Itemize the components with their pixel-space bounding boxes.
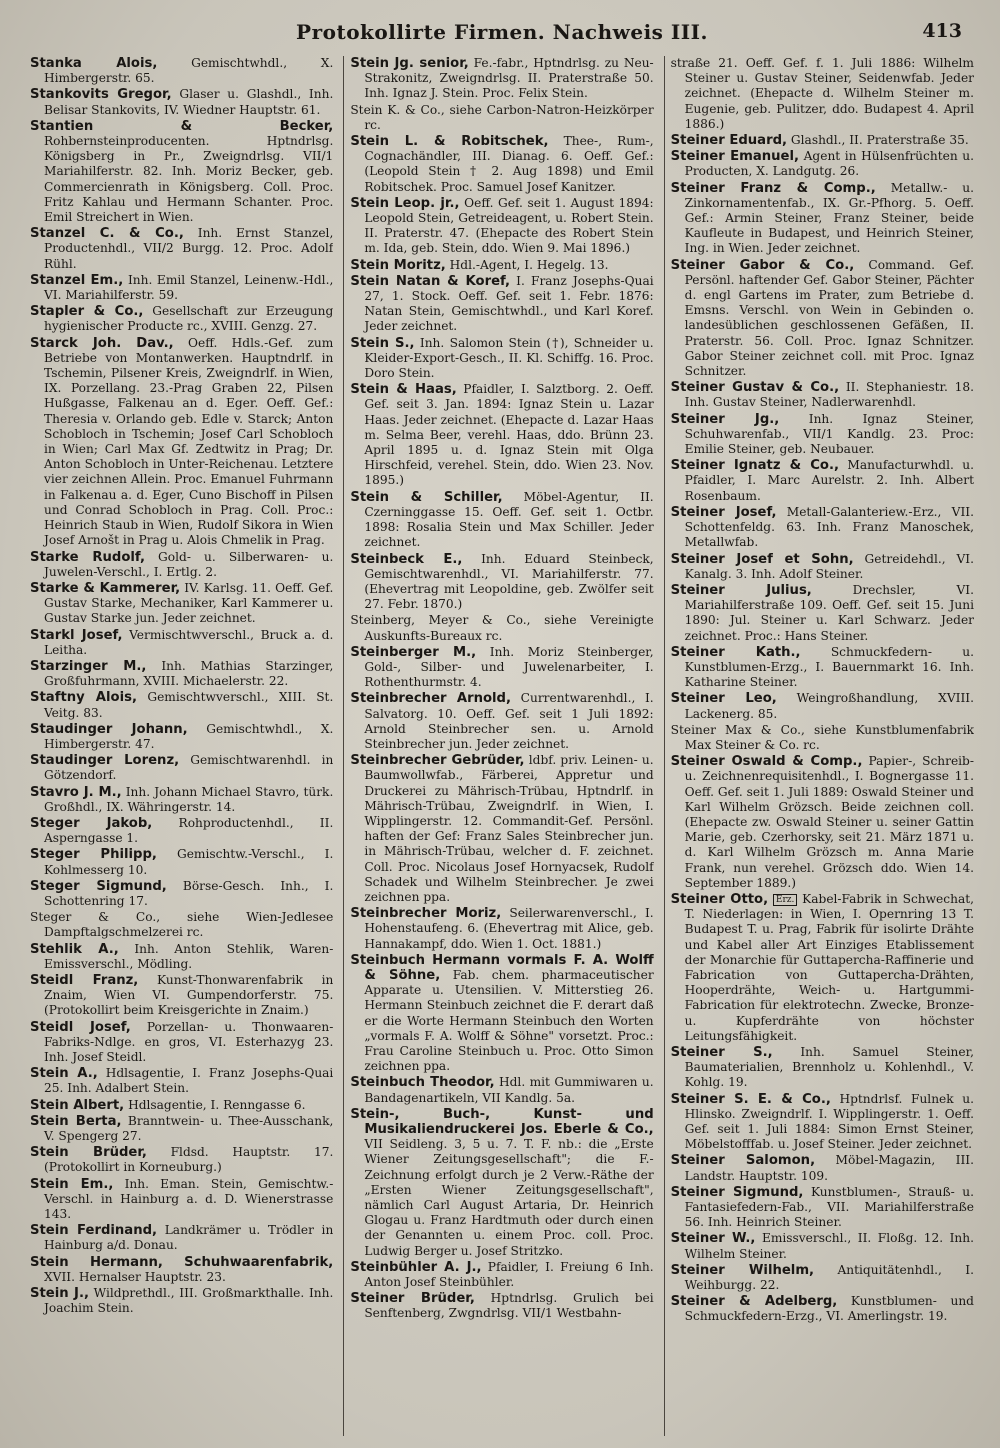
firm-details: Antiquitätenhdl., I. Weihburgg. 22.: [684, 1262, 974, 1293]
directory-entry: [350, 336, 653, 382]
firm-details: siehe Kunstblumenfabrik Max Steiner & Co. rc.: [684, 722, 974, 752]
firm-badge: Erz.: [773, 894, 797, 906]
directory-entry: [350, 691, 653, 752]
directory-entry: [350, 274, 653, 335]
firm-details: Inh. Ignaz Steiner, Schuhwarenfab., VII/1 Kandlg. 23. Proc: Emilie Steiner, geb. Neubauer.: [684, 411, 974, 457]
directory-entry: [671, 754, 974, 891]
firm-details: Inh. Johann Michael Stavro, türk. Großhdl., IX. Währingerstr. 14.: [44, 784, 334, 814]
firm-name: Stanka Alois,: [30, 56, 158, 71]
column-right: [664, 56, 974, 1436]
directory-entry: [671, 56, 974, 132]
firm-name: Stantien & Becker,: [30, 118, 334, 134]
firm-details: IV. Karlsg. 11. Oeff. Gef. Gustav Starke, Mechaniker, Karl Kammerer u. Gustav Starke jun. Jeder zeichnet.: [44, 580, 334, 626]
directory-entry: [30, 1177, 333, 1223]
directory-entry: [350, 196, 653, 257]
firm-name: Stein S.,: [350, 335, 415, 351]
directory-entry: [350, 552, 653, 613]
directory-entry: [671, 645, 974, 691]
firm-details: Gemischtwarenhdl. in Götzendorf.: [44, 753, 334, 783]
firm-name: Stankovits Gregor,: [30, 87, 172, 103]
firm-name: Stein Berta,: [30, 1113, 122, 1129]
firm-details: Fldsd. Hauptstr. 17. (Protokollirt in Korneuburg.): [44, 1145, 334, 1175]
firm-details: Inh. Eman. Stein, Gemischtw.-Verschl. in Hainburg a. d. D. Wienerstrasse 143.: [44, 1176, 334, 1222]
firm-name: Steinbuch Theodor,: [350, 1075, 495, 1091]
firm-details: Rohbernsteinproducenten. Hptndrlsg. Königsberg in Pr., Zweigndrlsg. VII/1 Mariahilferstr. 82. Inh. Moriz Becker, geb. Commercienrath in Königsberg. Coll. Proc. Fritz Kahlau und Hermann Schanter. Proc. Emil Streichert in Wien.: [44, 134, 334, 225]
directory-entry: [350, 1291, 653, 1321]
firm-name: Steger Philipp,: [30, 847, 157, 863]
firm-name: Steinberg, Meyer & Co.,: [350, 613, 531, 628]
firm-details: Schmuckfedern- u. Kunstblumen-Erzg., I. Bauernmarkt 16. Inh. Katharine Steiner.: [684, 644, 974, 690]
directory-entry: [30, 1066, 333, 1096]
directory-entry: [671, 1263, 974, 1293]
firm-details: Vermischtwverschl., Bruck a. d. Leitha.: [44, 627, 334, 657]
directory-entry: [671, 723, 974, 753]
directory-entry: [671, 1092, 974, 1153]
firm-name: Stein A.,: [30, 1066, 98, 1082]
directory-entry: [30, 942, 333, 972]
firm-details: Hptndrlsf. Fulnek u. Hlinsko. Zweigndrlf. I. Wipplingerstr. 1. Oeff. Gef. seit 1. Juli 1884: Simon Ernst Steiner, Möbelstofffab. u. Josef Steiner. Jeder zeichnet.: [684, 1091, 974, 1152]
directory-entry: [671, 1231, 974, 1261]
directory-entry: [671, 133, 974, 148]
directory-entry: [30, 690, 333, 720]
directory-entry: [30, 816, 333, 846]
directory-entry: [30, 1114, 333, 1144]
firm-name: Steinbrecher Arnold,: [350, 691, 512, 707]
firm-details: Inh. Eduard Steinbeck, Gemischtwarenhdl., VI. Mariahilferstr. 77. (Ehevertrag mit Leopoldine, geb. Zwölfer seit 27. Febr. 1870.): [364, 551, 654, 612]
firm-name: Steiner Brüder,: [350, 1291, 475, 1307]
firm-details: Hdl.-Agent, I. Hegelg. 13.: [449, 257, 609, 272]
firm-name: Stehlik A.,: [30, 941, 119, 957]
firm-name: Steiner S. E. & Co.,: [670, 1091, 831, 1107]
directory-entry: [30, 1286, 333, 1316]
firm-name: Stein & Schiller,: [350, 489, 503, 505]
directory-columns: [30, 56, 974, 1436]
directory-entry: [350, 258, 653, 273]
firm-details: Seilerwarenverschl., I. Hohenstaufeng. 6. (Ehevertrag mit Alice, geb. Hannakampf, ddo. Wien 1. Oct. 1881.): [364, 906, 654, 951]
firm-name: Steinbühler A. J.,: [350, 1259, 482, 1275]
firm-name: Steiner Gustav & Co.,: [670, 380, 840, 396]
firm-name: Stein Em.,: [30, 1176, 114, 1192]
firm-name: Steinbrecher Moriz,: [350, 906, 502, 922]
firm-details: Agent in Hülsenfrüchten u. Producten, X. Landgutg. 26.: [684, 149, 974, 179]
firm-details: Kunstblumen-, Strauß- u. Fantasiefedern-Fab., VII. Mariahilferstraße 56. Inh. Heinrich Steiner.: [684, 1184, 974, 1230]
directory-entry: [30, 1020, 333, 1066]
directory-entry: [30, 56, 333, 86]
firm-name: Stein Jg. senior,: [350, 56, 469, 71]
firm-details: straße 21. Oeff. Gef. f. 1. Juli 1886: Wilhelm Steiner u. Gustav Steiner, Seidenwfab. Jeder zeichnet. (Ehepacte d. Wilhelm Steiner m. Eugenie, geb. Pulitzer, ddo. Budapest 4. April 1886.): [670, 56, 974, 131]
firm-name: Steger & Co.,: [30, 910, 161, 925]
directory-entry: [671, 458, 974, 504]
directory-entry: [671, 258, 974, 380]
firm-details: Inh. Samuel Steiner, Baumaterialien, Brennholz u. Kohlenhdl., V. Kohlg. 19.: [684, 1045, 974, 1090]
directory-entry: [671, 149, 974, 179]
firm-details: Gemischtw.-Verschl., I. Kohlmesserg 10.: [44, 847, 334, 877]
directory-entry: [671, 892, 974, 1044]
firm-name: Stein K. & Co.,: [350, 102, 445, 117]
directory-entry: [671, 1153, 974, 1183]
directory-entry: [350, 1107, 653, 1259]
firm-details: Hdlsagentie, I. Franz Josephs-Quai 25. Inh. Adalbert Stein.: [44, 1066, 334, 1096]
firm-details: Inh. Emil Stanzel, Leinenw.-Hdl., VI. Mariahilferstr. 59.: [44, 272, 334, 303]
firm-details: Kunstblumen- und Schmuckfedern-Erzg., VI. Amerlingstr. 19.: [684, 1294, 974, 1324]
firm-name: Steiner Emanuel,: [670, 149, 799, 165]
firm-name: Steiner Wilhelm,: [670, 1262, 815, 1278]
directory-entry: [671, 1045, 974, 1091]
firm-details: Gold- u. Silberwaren- u. Juwelen-Verschl., I. Ertlg. 2.: [44, 549, 334, 579]
directory-entry: [350, 490, 653, 551]
firm-name: Steidl Franz,: [30, 972, 139, 988]
directory-entry: [30, 628, 333, 658]
directory-entry: [671, 691, 974, 721]
firm-details: Gemischtwhdl., X. Himbergerstr. 47.: [44, 721, 334, 751]
firm-details: siehe Vereinigte Auskunfts-Bureaux rc.: [364, 613, 654, 643]
firm-name: Steiner Oswald & Comp.,: [670, 754, 863, 770]
firm-name: Steiner Max & Co.,: [670, 722, 805, 737]
firm-name: Steinbuch Hermann vormals F. A. Wolff & Söhne,: [350, 952, 654, 983]
directory-entry: [350, 753, 653, 905]
firm-name: Starke Rudolf,: [30, 549, 145, 565]
firm-name: Steiner Kath.,: [670, 644, 801, 660]
firm-details: VII Seidleng. 3, 5 u. 7. T. F. nb.: die „Erste Wiener Zeitungsgesellschaft"; die F.-Zeichnung erfolgt durch je 2 Verw.-Räthe der „Ersten Wiener Zeitungsgesellschaft", nämlich Carl August Artaria, Dr. Heinrich Glogau u. Franz Hardtmuth oder durch einen der Genannten u. einem Proc. coll. Proc. Ludwig Berger u. Josef Stritzko.: [364, 1137, 654, 1258]
firm-details: Inh. Salomon Stein (†), Schneider u. Kleider-Export-Gesch., II. Kl. Schiffg. 16. Proc. Doro Stein.: [364, 335, 654, 381]
directory-entry: [350, 382, 653, 488]
firm-details: Landkrämer u. Trödler in Hainburg a/d. Donau.: [44, 1223, 334, 1253]
firm-details: Fe.-fabr., Hptndrlsg. zu Neu-Strakonitz, Zweigndrlsg. II. Praterstraße 50. Inh. Ignaz J. Stein. Proc. Felix Stein.: [364, 56, 654, 101]
firm-details: Papier-, Schreib- u. Zeichnenrequisitenhdl., I. Bognergasse 11. Oeff. Gef. seit 1. Juli 1889: Oswald Steiner und Karl Wilhelm Grözsch. Beide zeichnen coll. (Ehepacte zw. Oswald Steiner u. seiner Gattin Marie, geb. Czerhorsky, seit 21. März 1871 u. d. Karl Wilhelm Grözsch m. Anna Marie Frank, nun verehel. Grözsch ddo. Wien 14. September 1889.): [684, 754, 974, 890]
firm-details: Inh. Moriz Steinberger, Gold-, Silber- und Juwelenarbeiter, I. Rothenthurmstr. 4.: [364, 644, 654, 690]
directory-entry: [671, 181, 974, 257]
firm-details: Glashdl., II. Praterstraße 35.: [790, 133, 969, 148]
column-left: [30, 56, 333, 1436]
firm-name: Steiner Julius,: [670, 582, 812, 598]
firm-name: Steiner Salomon,: [670, 1153, 816, 1169]
firm-name: Stein J.,: [30, 1286, 89, 1302]
firm-details: Hptndrlsg. Grulich bei Senftenberg, Zwgndrlsg. VII/1 Westbahn-: [364, 1291, 654, 1321]
firm-name: Steinberger M.,: [350, 644, 477, 660]
firm-details: Inh. Mathias Starzinger, Großfuhrmann, XVIII. Michaelerstr. 22.: [44, 658, 334, 689]
firm-details: Börse-Gesch. Inh., I. Schottenring 17.: [44, 878, 334, 908]
firm-details: Gemischtwverschl., XIII. St. Veitg. 83.: [44, 690, 334, 720]
directory-entry: [30, 659, 333, 689]
firm-details: ldbf. priv. Leinen- u. Baumwollwfab., Färberei, Appretur und Druckerei zu Mährisch-Trübau, Hptndrlf. in Mährisch-Trübau, Zweigndrlf. in Wien, I. Wipplingerstr. 12. Commandit-Gef. Persönl. haften der Gef: Franz Sales Steinbrecher jun. in Mährisch-Trübau, welcher d. F. zeichnet. Coll. Proc. Nicolaus Josef Hornyacsek, Rudolf Schadek und Wilhelm Steinbrecher. Je zwei zeichnen ppa.: [364, 753, 654, 904]
directory-entry: [671, 1294, 974, 1324]
firm-details: Thee-, Rum-, Cognachändler, III. Dianag. 6. Oeff. Gef.: (Leopold Stein † 2. Aug 1898) und Emil Robitschek. Proc. Samuel Josef Kanitzer.: [364, 134, 654, 194]
page-number: 413: [922, 20, 962, 42]
directory-entry: [350, 134, 653, 195]
firm-details: Rohproductenhdl., II. Asperngasse 1.: [44, 815, 334, 846]
directory-entry: [350, 1260, 653, 1290]
firm-details: Getreidehdl., VI. Kanalg. 3. Inh. Adolf Steiner.: [684, 551, 974, 581]
directory-entry: [30, 226, 333, 272]
firm-name: Starke & Kammerer,: [30, 580, 181, 596]
firm-details: Gemischtwhdl., X. Himbergerstr. 65.: [44, 56, 334, 86]
firm-details: I. Franz Josephs-Quai 27, 1. Stock. Oeff. Gef. seit 1. Febr. 1876: Natan Stein, Gemischtwhdl., und Karl Koref. Jeder zeichnet.: [364, 273, 654, 334]
firm-name: Steiner Jg.,: [670, 411, 780, 427]
directory-entry: [671, 583, 974, 644]
firm-details: Manufacturwhdl. u. Pfaidler, I. Marc Aurelstr. 2. Inh. Albert Rosenbaum.: [684, 458, 974, 503]
directory-entry: [350, 56, 653, 102]
firm-name: Steinbrecher Gebrüder,: [350, 753, 525, 769]
firm-name: Stanzel Em.,: [30, 272, 124, 288]
firm-name: Stanzel C. & Co.,: [30, 226, 184, 242]
firm-details: XVII. Hernalser Hauptstr. 23.: [44, 1269, 226, 1284]
firm-name: Stein Hermann, Schuhwaarenfabrik,: [30, 1254, 334, 1270]
directory-entry: [30, 1255, 333, 1285]
page-header: [30, 20, 974, 50]
directory-entry: [30, 847, 333, 877]
firm-details: Möbel-Magazin, III. Landstr. Hauptstr. 109.: [684, 1153, 974, 1183]
firm-name: Steiner Franz & Comp.,: [670, 180, 876, 196]
directory-entry: [30, 1098, 333, 1113]
directory-entry: [30, 785, 333, 815]
firm-details: Drechsler, VI. Mariahilferstraße 109. Oeff. Gef. seit 15. Juni 1890: Jul. Steiner u. Karl Schwarz. Jeder zeichnet. Proc.: Hans Steiner.: [684, 582, 974, 643]
firm-name: Steger Sigmund,: [30, 878, 167, 894]
directory-entry: [671, 552, 974, 582]
firm-details: Command. Gef. Persönl. haftender Gef. Gabor Steiner, Pächter d. engl Gartens im Prater, zum Betriebe d. Emsns. Verschl. von Wein in Gebinden o. landesüblichen geschlossenen Gefäßen, II. Praterstr. 56. Coll. Proc. Ignaz Schnitzer. Gabor Steiner zeichnet coll. mit Proc. Ignaz Schnitzer.: [684, 257, 974, 379]
directory-entry: [671, 412, 974, 458]
directory-entry: [30, 722, 333, 752]
firm-details: Wildprethdl., III. Großmarkthalle. Inh. Joachim Stein.: [44, 1286, 334, 1316]
directory-entry: [671, 1185, 974, 1231]
directory-entry: [350, 613, 653, 643]
firm-details: Metall-Galanteriew.-Erz., VII. Schottenfeldg. 63. Inh. Franz Manoschek, Metallwfab.: [684, 504, 974, 550]
firm-name: Stein Leop. jr.,: [350, 195, 460, 211]
firm-name: Stavro J. M.,: [30, 784, 122, 800]
firm-name: Steiner Josef,: [670, 504, 777, 520]
firm-details: Porzellan- u. Thonwaaren-Fabriks-Ndlge. en gros, VI. Esterhazyg 23. Inh. Josef Steidl.: [44, 1019, 334, 1064]
directory-entry: [30, 910, 333, 940]
directory-entry: [30, 304, 333, 334]
firm-name: Starkl Josef,: [30, 627, 123, 643]
directory-entry: [30, 550, 333, 580]
firm-name: Stein-, Buch-, Kunst- und Musikaliendruckerei Jos. Eberle & Co.,: [350, 1106, 654, 1138]
firm-details: Emissverschl., II. Floßg. 12. Inh. Wilhelm Steiner.: [684, 1231, 974, 1261]
firm-name: Steiner W.,: [670, 1231, 756, 1247]
firm-details: Fab. chem. pharmaceutischer Apparate u. Utensilien. V. Mitterstieg 26. Hermann Steinbuch zeichnet die F. derart daß er die Worte Hermann Steinbuch den Worten „vormals F. A. Wolff & Söhne" vorsetzt. Proc.: Frau Caroline Steinbuch u. Proc. Otto Simon zeichnen ppa.: [364, 967, 654, 1074]
firm-details: siehe Carbon-Natron-Heizkörper rc.: [364, 102, 654, 132]
firm-name: Steiner S.,: [670, 1045, 773, 1060]
firm-name: Steiner Eduard,: [670, 133, 788, 149]
firm-details: II. Stephaniestr. 18. Inh. Gustav Steiner, Nadlerwarenhdl.: [684, 380, 974, 410]
firm-details: Inh. Ernst Stanzel, Productenhdl., VII/2 Burgg. 12. Proc. Adolf Rühl.: [44, 226, 334, 271]
firm-name: Stein Natan & Koref,: [350, 273, 511, 289]
firm-details: Branntwein- u. Thee-Ausschank, V. Spengerg 27.: [44, 1113, 334, 1144]
firm-details: siehe Wien-Jedlesee Dampftalgschmelzerei rc.: [44, 910, 334, 940]
firm-name: Stein Moritz,: [350, 257, 446, 273]
directory-entry: [30, 87, 333, 117]
directory-entry: [30, 1145, 333, 1175]
directory-entry: [671, 505, 974, 551]
firm-name: Staudinger Johann,: [30, 721, 188, 737]
firm-name: Steiner Josef et Sohn,: [670, 551, 854, 567]
directory-entry: [350, 906, 653, 952]
firm-name: Stein & Haas,: [350, 382, 457, 398]
directory-entry: [350, 1075, 653, 1105]
firm-name: Steiner Otto,: [670, 891, 769, 907]
firm-name: Steidl Josef,: [30, 1019, 131, 1035]
firm-name: Staudinger Lorenz,: [30, 753, 180, 769]
firm-details: Oeff. Hdls.-Gef. zum Betriebe von Montanwerken. Hauptndrlf. in Tschemin, Pilsener Kreis, Zweigndrlf. in Wien, IX. Porzellang. 23.-Prag Graben 22, Pilsen Hußgasse, Falkenau an d. Eger. Oeff. Gef.: Theresia v. Orlando geb. Edle v. Starck; Anton Schobloch in Tschemin; Josef Carl Schobloch in Wien; Carl Max Gf. Zedtwitz in Prag; Dr. Anton Schobloch in Unter-Reichenau. Letztere vier zeichnen Allein. Proc. Emanuel Fuhrmann in Falkenau a. d. Eger, Cuno Bischoff in Pilsen und Conrad Schobloch in Prag. Coll. Proc.: Heinrich Staub in Wien, Rudolf Sikora in Wien Josef Arnošt in Prag u. Alois Chmelik in Prag.: [44, 335, 334, 548]
firm-name: Steiner Gabor & Co.,: [670, 257, 855, 273]
firm-details: Glaser u. Glashdl., Inh. Belisar Stankovits, IV. Wiedner Hauptstr. 61.: [44, 87, 334, 117]
directory-entry: [350, 103, 653, 133]
firm-details: Möbel-Agentur, II. Czerninggasse 15. Oeff. Gef. seit 1. Octbr. 1898: Rosalia Stein und Max Schiller. Jeder zeichnet.: [364, 489, 654, 550]
firm-name: Starzinger M.,: [30, 658, 147, 674]
directory-entry: [30, 119, 333, 225]
directory-entry: [350, 645, 653, 691]
firm-name: Stein L. & Robitschek,: [350, 134, 549, 150]
directory-entry: [30, 273, 333, 303]
firm-name: Steinbeck E.,: [350, 551, 463, 567]
firm-name: Stein Ferdinand,: [30, 1223, 158, 1239]
page-title: Protokollirte Firmen. Nachweis III.: [296, 20, 708, 44]
firm-name: Steiner & Adelberg,: [670, 1294, 838, 1310]
directory-entry: [30, 973, 333, 1019]
firm-name: Steger Jakob,: [30, 815, 153, 831]
firm-name: Stapler & Co.,: [30, 304, 144, 320]
firm-name: Steiner Leo,: [670, 691, 777, 707]
firm-details: Gesellschaft zur Erzeugung hygienischer Producte rc., XVIII. Genzg. 27.: [44, 304, 334, 334]
firm-name: Steiner Ignatz & Co.,: [670, 458, 839, 474]
firm-name: Stein Albert,: [30, 1097, 125, 1113]
firm-details: Pfaidler, I. Freiung 6 Inh. Anton Josef Steinbühler.: [364, 1259, 654, 1290]
firm-details: Hdl. mit Gummiwaren u. Bandagenartikeln, VII Kandlg. 5a.: [364, 1075, 654, 1105]
firm-details: Hdlsagentie, I. Renngasse 6.: [128, 1097, 306, 1112]
firm-details: Metallw.- u. Zinkornamentenfab., IX. Gr.-Pfhorg. 5. Oeff. Gef.: Armin Steiner, Franz Steiner, beide Kaufleute in Budapest, und Heinrich Steiner, Ing. in Wien. Jeder zeichnet.: [684, 180, 974, 256]
directory-entry: [30, 753, 333, 783]
firm-name: Steiner Sigmund,: [670, 1184, 804, 1200]
directory-entry: [30, 879, 333, 909]
directory-entry: [30, 336, 333, 549]
firm-details: Weingroßhandlung, XVIII. Lackenerg. 85.: [684, 691, 974, 721]
firm-details: Inh. Anton Stehlik, Waren-Emissverschl., Mödling.: [44, 941, 334, 971]
firm-name: Starck Joh. Dav.,: [30, 335, 174, 351]
firm-details: Kabel-Fabrik in Schwechat, T. Niederlagen: in Wien, I. Opernring 13 T. Budapest T. u. Prag, Fabrik für isolirte Drähte und Kabel aller Art Einziges Etablissement der Monarchie für Guttapercha-Raffinerie und Fabrication von Guttapercha-Drähten, Hooperdrähte, Weich- u. Hartgummi-Fabrication für elektrotechn. Zwecke, Bronze- u. Kupferdrähte von höchster Leitungsfähigkeit.: [684, 891, 974, 1043]
directory-entry: [671, 380, 974, 410]
firm-details: Oeff. Gef. seit 1. August 1894: Leopold Stein, Getreideagent, u. Robert Stein. II. Praterstr. 47. (Ehepacte des Robert Stein m. Ida, geb. Stein, ddo. Wien 9. Mai 1896.): [364, 195, 654, 256]
firm-name: Stein Brüder,: [30, 1145, 147, 1161]
directory-entry: [30, 581, 333, 627]
firm-details: Pfaidler, I. Salztborg. 2. Oeff. Gef. seit 3. Jan. 1894: Ignaz Stein u. Lazar Haas. Jeder zeichnet. (Ehepacte d. Lazar Haas m. Selma Beer, verehl. Haas, ddo. Brünn 23. April 1895 u. d. Ignaz Stein mit Olga Hirschfeid, verehel. Stein, ddo. Wien 23. Nov. 1895.): [364, 382, 654, 488]
directory-entry: [350, 953, 653, 1075]
column-middle: [343, 56, 653, 1436]
firm-details: Currentwarenhdl., I. Salvatorg. 10. Oeff. Gef. seit 1 Juli 1892: Arnold Steinbrecher sen. u. Arnold Steinbrecher jun. Jeder zeichnet.: [364, 691, 654, 751]
firm-details: Kunst-Thonwarenfabrik in Znaim, Wien VI. Gumpendorferstr. 75. (Protokollirt beim Kreisgerichte in Znaim.): [44, 972, 334, 1018]
firm-name: Staftny Alois,: [30, 690, 137, 706]
directory-entry: [30, 1223, 333, 1253]
